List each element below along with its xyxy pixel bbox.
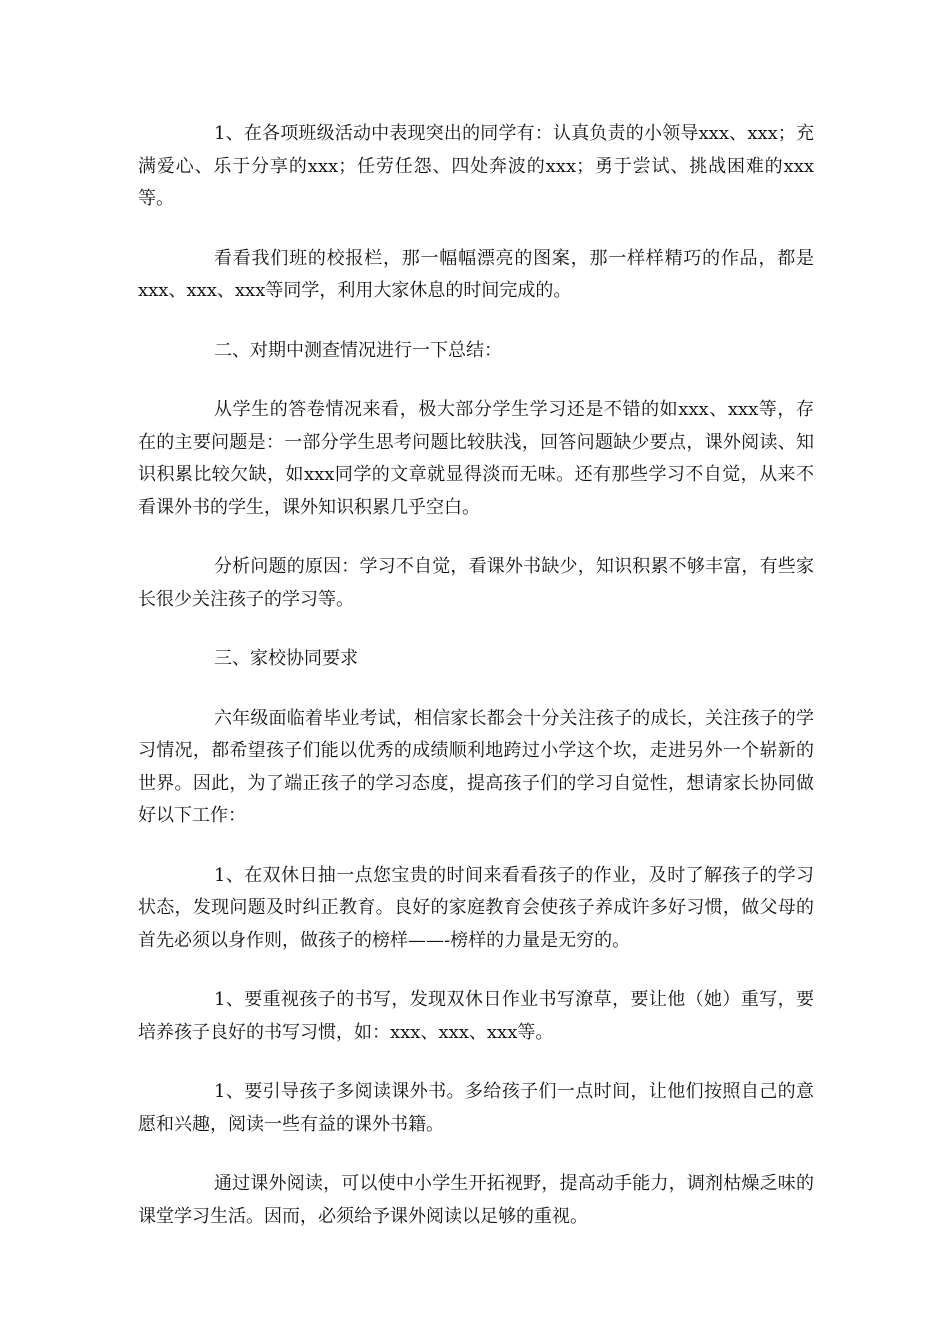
paragraph-problem-causes: 分析问题的原因：学习不自觉，看课外书缺少，知识积累不够丰富，有些家长很少关注孩子的学习等。 bbox=[138, 556, 814, 610]
paragraph-handwriting: 1、要重视孩子的书写，发现双休日作业书写潦草，要让他（她）重写，要培养孩子良好的书写习惯，如：xxx、xxx、xxx等。 bbox=[138, 989, 814, 1043]
paragraph-reading-benefits: 通过课外阅读，可以使中小学生开拓视野，提高动手能力，调剂枯燥乏味的课堂学习生活。因而，必须给予课外阅读以足够的重视。 bbox=[138, 1173, 814, 1227]
paragraph-check-homework: 1、在双休日抽一点您宝贵的时间来看看孩子的作业，及时了解孩子的学习状态，发现问题及时纠正教育。良好的家庭教育会使孩子养成许多好习惯，做父母的首先必须以身作则，做孩子的榜样——-榜样的力量是无穷的。 bbox=[138, 864, 814, 951]
heading-home-school-cooperation: 三、家校协同要求 bbox=[214, 648, 358, 669]
paragraph-reading-guidance: 1、要引导孩子多阅读课外书。多给孩子们一点时间，让他们按照自己的意愿和兴趣，阅读一些有益的课外书籍。 bbox=[138, 1081, 814, 1135]
paragraph-outstanding-students: 1、在各项班级活动中表现突出的同学有：认真负责的小领导xxx、xxx；充满爱心、乐于分享的xxx；任劳任怨、四处奔波的xxx；勇于尝试、挑战困难的xxx等。 bbox=[138, 123, 814, 209]
paragraph-exam-analysis: 从学生的答卷情况来看，极大部分学生学习还是不错的如xxx、xxx等，存在的主要问题是：一部分学生思考问题比较肤浅，回答问题缺少要点，课外阅读、知识积累比较欠缺，如xxx同学的文章就显得淡而无味。还有那些学习不自觉，从来不看课外书的学生，课外知识积累几乎空白。 bbox=[138, 399, 814, 518]
paragraph-grade-six-intro: 六年级面临着毕业考试，相信家长都会十分关注孩子的成长，关注孩子的学习情况，都希望孩子们能以优秀的成绩顺利地跨过小学这个坎，走进另外一个崭新的世界。因此，为了端正孩子的学习态度，提高孩子们的学习自觉性，想请家长协同做好以下工作： bbox=[138, 707, 814, 826]
paragraph-school-board: 看看我们班的校报栏，那一幅幅漂亮的图案，那一样样精巧的作品，都是xxx、xxx、xxx等同学，利用大家休息的时间完成的。 bbox=[138, 247, 814, 301]
heading-midterm-summary: 二、对期中测查情况进行一下总结： bbox=[214, 339, 502, 361]
document-body bbox=[138, 118, 814, 1260]
